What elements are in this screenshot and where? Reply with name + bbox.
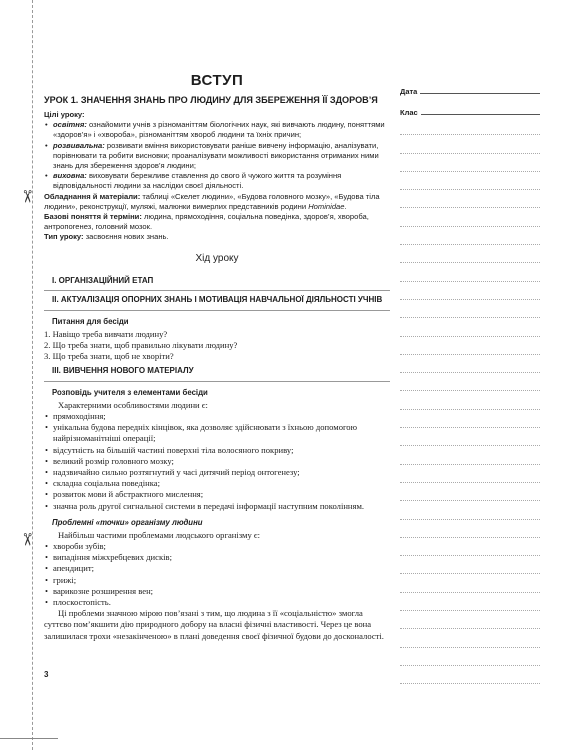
goals-list — [44, 120, 390, 191]
goal-item: • виховна: виховувати бережливе ставлення до свого й чужого життя та розуміння відповідальності людини за наслідки своєї діяльності. — [44, 171, 390, 191]
note-line — [400, 355, 540, 373]
goals-heading: Цілі уроку: — [44, 110, 85, 119]
note-line — [400, 648, 540, 666]
list-item: • надзвичайно сильно розтягнутий у часі дитячий період онтогенезу; — [44, 467, 390, 478]
class-field — [400, 101, 540, 117]
note-line — [400, 611, 540, 629]
list-item: • великий розмір головного мозку; — [44, 456, 390, 467]
section-heading: I. ОРГАНІЗАЦІЙНИЙ ЕТАП — [44, 272, 390, 292]
note-line — [400, 337, 540, 355]
list-item: • апендицит; — [44, 563, 390, 574]
list-item: • плоскостопість. — [44, 597, 390, 608]
note-line — [400, 666, 540, 684]
note-line — [400, 263, 540, 281]
goal-item: • освітня: ознайомити учнів з різноманіттям біологічних наук, які вивчають людину, поняттями «здоров’я» і «хвороба», різноманіттям хвороб людини та їхніх причин; — [44, 120, 390, 140]
note-line — [400, 520, 540, 538]
note-line — [400, 538, 540, 556]
note-line — [400, 446, 540, 464]
section-heading: III. ВИВЧЕННЯ НОВОГО МАТЕРІАЛУ — [44, 362, 390, 382]
list-item: • прямоходіння; — [44, 411, 390, 422]
lesson-type-line: Тип уроку: засвоєння нових знань. — [44, 232, 169, 242]
story-intro: Характерними особливостями людини є: — [58, 399, 208, 410]
note-line — [400, 208, 540, 226]
list-item: • унікальна будова передніх кінцівок, яка дозволяє здійснювати з їхньою допомогою найрізноманітніші операції; — [44, 422, 390, 444]
class-blank — [421, 114, 540, 115]
note-line — [400, 300, 540, 318]
note-line — [400, 117, 540, 135]
note-line — [400, 556, 540, 574]
note-line — [400, 501, 540, 519]
note-line — [400, 593, 540, 611]
note-line — [400, 574, 540, 592]
question-item: 1. Навіщо треба вивчати людину? — [44, 328, 168, 339]
list-item: • складна соціальна поведінка; — [44, 478, 390, 489]
list-item: • випадіння міжхребцевих дисків; — [44, 552, 390, 563]
note-line — [400, 373, 540, 391]
note-line — [400, 190, 540, 208]
goal-item: • розвивальна: розвивати вміння використовувати раніше вивчену інформацію, аналізувати, порівнювати та робити висновки; проаналізувати можливості використання отриманих ними знань для збереження здоров’я людини; — [44, 141, 390, 172]
scissors-icon: ✂ — [17, 189, 37, 204]
terms-line: Базові поняття й терміни: людина, прямоходіння, соціальна поведінка, здоров’я, хвороба, антропогенез, головний мозок. — [44, 212, 369, 232]
cut-line — [32, 0, 33, 750]
date-field — [400, 80, 540, 96]
list-item: • розвиток мови й абстрактного мислення; — [44, 489, 390, 500]
worksheet-main — [44, 72, 390, 642]
features-list — [44, 411, 390, 512]
lesson-title: УРОК 1. ЗНАЧЕННЯ ЗНАНЬ ПРО ЛЮДИНУ ДЛЯ ЗБЕРЕЖЕННЯ ЇЇ ЗДОРОВ’Я — [44, 95, 378, 105]
note-line — [400, 391, 540, 409]
equipment-line: Обладнання й матеріали: таблиці «Скелет людини», «Будова головного мозку», «Будова тіла людини», реконструкції, муляжі, малюнки вимерлих представників родини Hominidae. — [44, 191, 380, 211]
page-title: ВСТУП — [190, 72, 244, 89]
list-item: • варикозне розширення вен; — [44, 586, 390, 597]
notes-sidebar — [400, 80, 540, 684]
course-heading: Хід уроку — [195, 252, 239, 264]
problems-heading: Проблемні «точки» організму людини — [52, 517, 203, 527]
section-heading: II. АКТУАЛІЗАЦІЯ ОПОРНИХ ЗНАНЬ І МОТИВАЦІЯ НАВЧАЛЬНОЇ ДІЯЛЬНОСТІ УЧНІВ — [44, 291, 390, 311]
questions-list — [44, 329, 390, 363]
note-line — [400, 318, 540, 336]
list-item: • хвороби зубів; — [44, 541, 390, 552]
class-label: Клас — [400, 108, 418, 117]
scissors-icon: ✂ — [17, 532, 37, 547]
date-label: Дата — [400, 87, 418, 96]
note-line — [400, 245, 540, 263]
list-item: • відсутність на більшій частині поверхні тіла волосяного покриву; — [44, 445, 390, 456]
note-line — [400, 172, 540, 190]
list-item: • грижі; — [44, 575, 390, 586]
note-line — [400, 154, 540, 172]
note-line — [400, 465, 540, 483]
note-line — [400, 227, 540, 245]
questions-heading: Питання для бесіди — [52, 316, 129, 326]
story-heading: Розповідь учителя з елементами бесіди — [52, 387, 208, 397]
question-item: 3. Що треба знати, щоб не хворіти? — [44, 351, 174, 362]
conclusion-paragraph: Ці проблеми значною мірою пов’язані з тим, що людина з її «соціальністю» змогла суттєво пом’якшити дію природного добору на власні фізичні властивості. Через це вона залишилася трохи «незакінченою» в плані доведення своєї фізичної будови до досконалості. — [44, 608, 384, 641]
note-line — [400, 483, 540, 501]
date-blank — [420, 93, 540, 94]
note-line — [400, 135, 540, 153]
question-item: 2. Що треба знати, щоб правильно лікувати людину? — [44, 339, 238, 350]
note-line — [400, 629, 540, 647]
note-lines — [400, 117, 540, 684]
note-line — [400, 282, 540, 300]
problems-intro: Найбільш частими проблемами людського організму є: — [58, 529, 260, 540]
note-line — [400, 428, 540, 446]
note-line — [400, 410, 540, 428]
list-item: • значна роль другої сигнальної системи в передачі інформації наступним поколінням. — [44, 501, 390, 512]
page-number: 3 — [44, 670, 49, 679]
problems-list — [44, 541, 390, 608]
footer-rule — [0, 738, 58, 739]
